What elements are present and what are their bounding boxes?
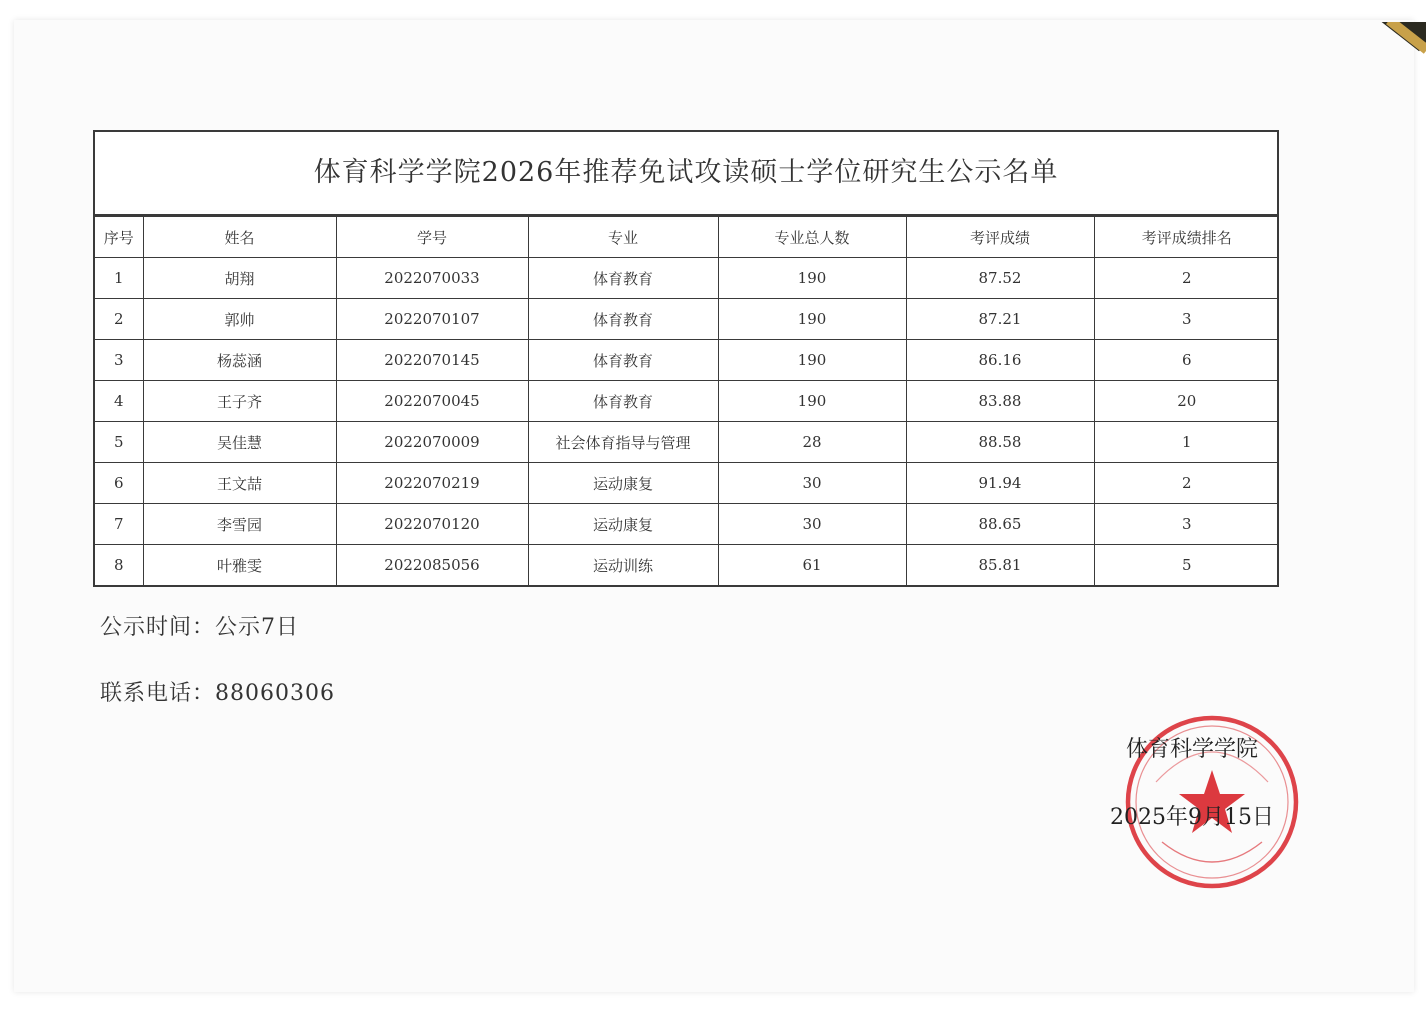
table-row — [95, 422, 1279, 463]
table-cell: 88.65 — [906, 504, 1094, 545]
table-cell: 2022070033 — [336, 258, 528, 299]
table-cell: 2022070145 — [336, 340, 528, 381]
table-cell: 6 — [95, 463, 143, 504]
table-cell: 85.81 — [906, 545, 1094, 586]
header-cell: 考评成绩 — [906, 217, 1094, 258]
header-cell: 专业总人数 — [718, 217, 906, 258]
signing-date: 2025年9月15日 — [1110, 805, 1274, 830]
table-row — [95, 299, 1279, 340]
table-cell: 运动训练 — [528, 545, 718, 586]
table-cell: 社会体育指导与管理 — [528, 422, 718, 463]
document-title: 体育科学学院2026年推荐免试攻读硕士学位研究生公示名单 — [95, 132, 1277, 216]
table-cell: 61 — [718, 545, 906, 586]
table-cell: 吴佳慧 — [143, 422, 336, 463]
table-row — [95, 545, 1279, 586]
table-cell: 1 — [1094, 422, 1279, 463]
table-cell: 1 — [95, 258, 143, 299]
table-cell: 叶雅雯 — [143, 545, 336, 586]
table-cell: 190 — [718, 299, 906, 340]
table-cell: 5 — [95, 422, 143, 463]
table-cell: 2022070120 — [336, 504, 528, 545]
table-cell: 6 — [1094, 340, 1279, 381]
table-cell: 20 — [1094, 381, 1279, 422]
table-cell: 190 — [718, 381, 906, 422]
table-cell: 30 — [718, 504, 906, 545]
table-cell: 郭帅 — [143, 299, 336, 340]
table-cell: 2022070107 — [336, 299, 528, 340]
table-cell: 2022085056 — [336, 545, 528, 586]
table-cell: 体育教育 — [528, 258, 718, 299]
table-header-row — [95, 217, 1279, 258]
table-cell: 190 — [718, 340, 906, 381]
table-row — [95, 340, 1279, 381]
table-cell: 2 — [1094, 463, 1279, 504]
header-cell: 专业 — [528, 217, 718, 258]
contact-phone-text: 联系电话：88060306 — [100, 681, 335, 706]
table-cell: 运动康复 — [528, 463, 718, 504]
table-cell: 88.58 — [906, 422, 1094, 463]
table-cell: 2022070009 — [336, 422, 528, 463]
page-corner-binding — [1330, 22, 1426, 122]
table-cell: 体育教育 — [528, 299, 718, 340]
table-cell: 运动康复 — [528, 504, 718, 545]
table-cell: 5 — [1094, 545, 1279, 586]
notice-period-text: 公示时间：公示7日 — [100, 615, 299, 640]
table-cell: 杨蕊涵 — [143, 340, 336, 381]
header-cell: 学号 — [336, 217, 528, 258]
table-cell: 3 — [1094, 299, 1279, 340]
table-cell: 体育教育 — [528, 381, 718, 422]
header-cell: 序号 — [95, 217, 143, 258]
signing-organization: 体育科学学院 — [1126, 737, 1259, 762]
table-cell: 体育教育 — [528, 340, 718, 381]
table-cell: 91.94 — [906, 463, 1094, 504]
table-cell: 3 — [1094, 504, 1279, 545]
header-cell: 姓名 — [143, 217, 336, 258]
header-cell: 考评成绩排名 — [1094, 217, 1279, 258]
table-cell: 87.21 — [906, 299, 1094, 340]
table-cell: 李雪园 — [143, 504, 336, 545]
roster-table-container — [93, 130, 1279, 587]
table-row — [95, 504, 1279, 545]
table-cell: 190 — [718, 258, 906, 299]
table-cell: 4 — [95, 381, 143, 422]
table-row — [95, 463, 1279, 504]
table-cell: 83.88 — [906, 381, 1094, 422]
table-cell: 2022070219 — [336, 463, 528, 504]
table-cell: 7 — [95, 504, 143, 545]
table-cell: 2 — [1094, 258, 1279, 299]
table-cell: 3 — [95, 340, 143, 381]
table-row — [95, 258, 1279, 299]
table-row — [95, 381, 1279, 422]
table-cell: 王子齐 — [143, 381, 336, 422]
table-cell: 87.52 — [906, 258, 1094, 299]
roster-table — [95, 216, 1279, 585]
table-cell: 2 — [95, 299, 143, 340]
table-cell: 胡翔 — [143, 258, 336, 299]
table-cell: 30 — [718, 463, 906, 504]
table-cell: 8 — [95, 545, 143, 586]
table-cell: 28 — [718, 422, 906, 463]
table-cell: 86.16 — [906, 340, 1094, 381]
table-cell: 王文喆 — [143, 463, 336, 504]
table-cell: 2022070045 — [336, 381, 528, 422]
